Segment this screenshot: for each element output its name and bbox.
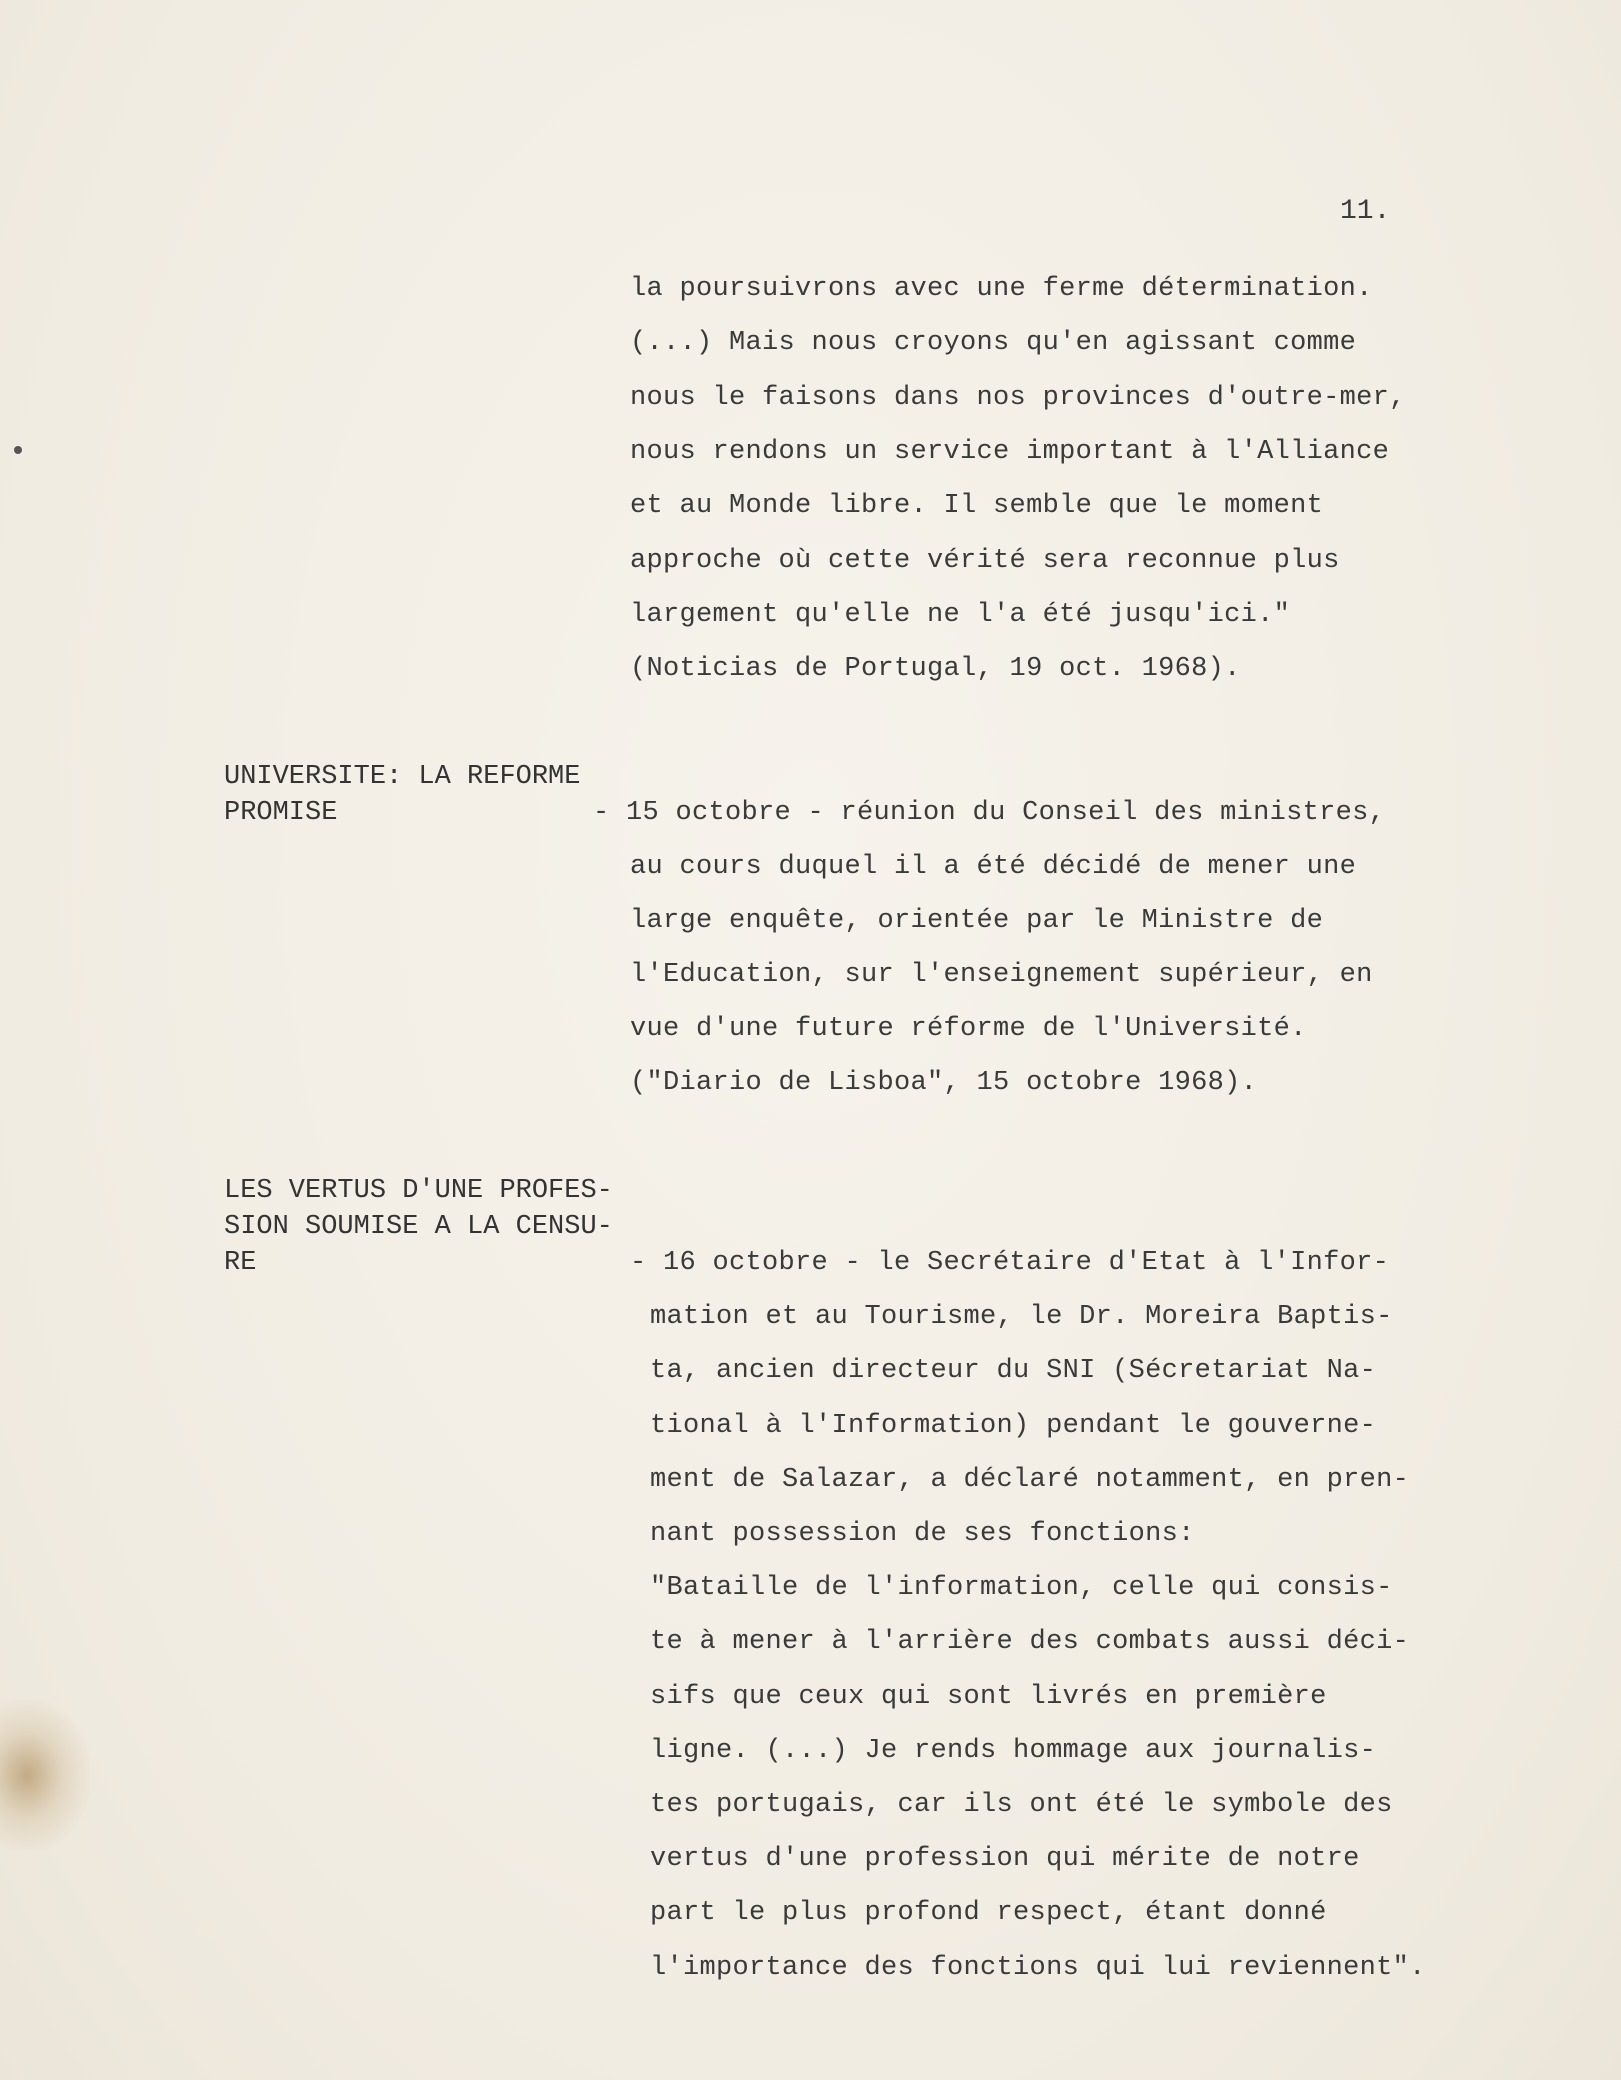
heading-line: LES VERTUS D'UNE PROFES- [224, 1176, 613, 1206]
text-line: tional à l'Information) pendant le gouverne- [650, 1410, 1377, 1441]
text-line: part le plus profond respect, étant donné [650, 1898, 1327, 1929]
heading-line: PROMISE [224, 798, 338, 828]
heading-line: RE [224, 1248, 257, 1278]
text-line: large enquête, orientée par le Ministre de [630, 906, 1324, 936]
text-line: et au Monde libre. Il semble que le moment [630, 491, 1324, 522]
text-line: nous rendons un service important à l'Alliance [630, 436, 1390, 467]
text-line: mation et au Tourisme, le Dr. Moreira Baptis- [650, 1302, 1393, 1333]
text-line: approche où cette vérité sera reconnue plus [630, 545, 1340, 576]
text-line: vertus d'une profession qui mérite de notre [650, 1844, 1360, 1875]
paper-mark [14, 446, 22, 454]
text-line: nous le faisons dans nos provinces d'outre-mer, [630, 382, 1406, 413]
text-line: nant possession de ses fonctions: [650, 1519, 1195, 1549]
text-line: ment de Salazar, a déclaré notamment, en pren- [650, 1464, 1410, 1495]
text-line: (...) Mais nous croyons qu'en agissant comme [630, 328, 1357, 359]
text-line: l'importance des fonctions qui lui reviennent". [650, 1952, 1426, 1983]
text-line: la poursuivrons avec une ferme détermination. [630, 274, 1373, 304]
text-line: ta, ancien directeur du SNI (Sécretariat Na- [650, 1356, 1377, 1387]
text-line: ligne. (...) Je rends hommage aux journalis- [650, 1735, 1377, 1766]
text-line: - 16 octobre - le Secrétaire d'Etat à l'Infor- [630, 1248, 1390, 1278]
text-line: ("Diario de Lisboa", 15 octobre 1968). [630, 1068, 1258, 1098]
heading-line: SION SOUMISE A LA CENSU- [224, 1212, 613, 1242]
text-line: - 15 octobre - réunion du Conseil des ministres, [593, 798, 1386, 828]
paper-stain [0, 1700, 90, 1850]
text-line: largement qu'elle ne l'a été jusqu'ici." [630, 599, 1291, 630]
text-line: tes portugais, car ils ont été le symbole des [650, 1790, 1393, 1820]
text-line: l'Education, sur l'enseignement supérieur, en [630, 960, 1373, 990]
text-line: te à mener à l'arrière des combats aussi déci- [650, 1627, 1410, 1658]
page-number: 11. [1340, 196, 1391, 227]
text-line: vue d'une future réforme de l'Université. [630, 1014, 1307, 1044]
text-line: au cours duquel il a été décidé de mener une [630, 852, 1357, 882]
text-line: (Noticias de Portugal, 19 oct. 1968). [630, 654, 1241, 685]
text-line: "Bataille de l'information, celle qui consis- [650, 1573, 1393, 1604]
heading-line: UNIVERSITE: LA REFORME [224, 762, 581, 792]
text-line: sifs que ceux qui sont livrés en première [650, 1681, 1327, 1712]
